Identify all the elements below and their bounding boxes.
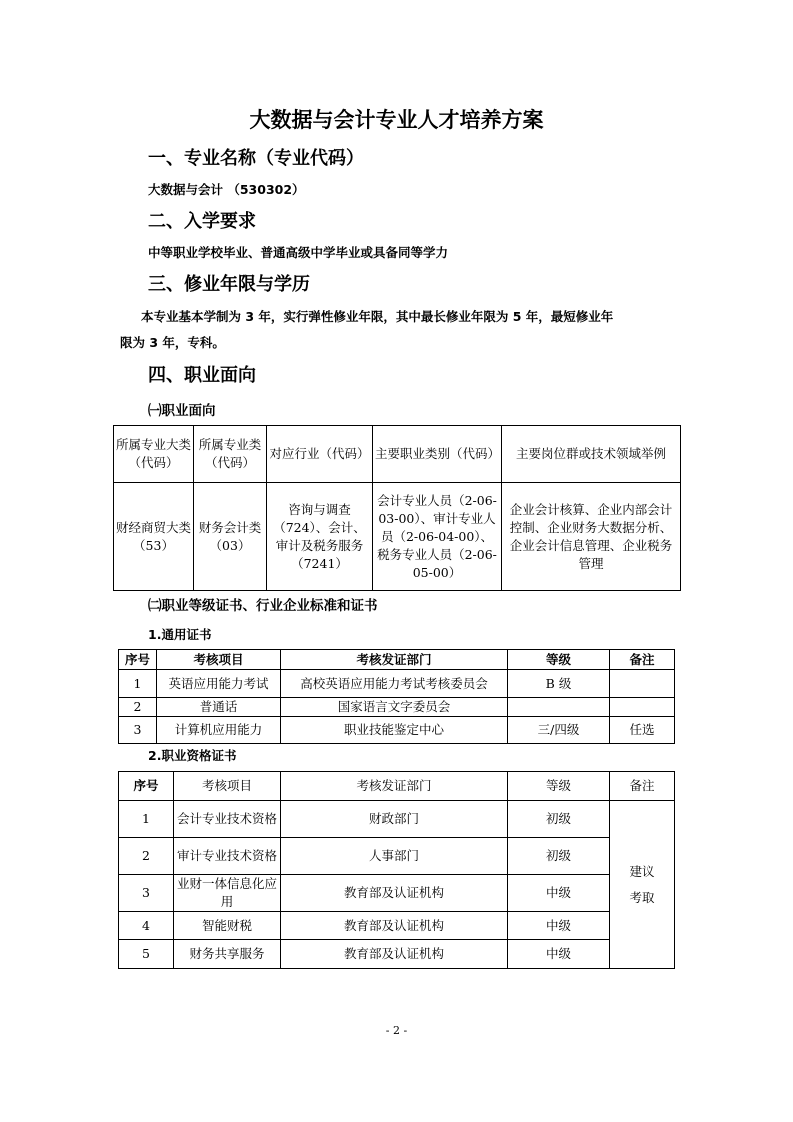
qc-header-dept: 考核发证部门 (281, 772, 508, 801)
qc-cell: 教育部及认证机构 (281, 940, 508, 969)
qc-cell: 教育部及认证机构 (281, 912, 508, 940)
qc-cell: 审计专业技术资格 (174, 838, 281, 875)
gc-cell: 2 (119, 698, 157, 717)
qc-cell: 2 (119, 838, 174, 875)
section-3-heading: 三、修业年限与学历 (148, 274, 310, 295)
career-cell-industry: 咨询与调查（724）、会计、审计及税务服务（7241） (267, 483, 373, 591)
qc-remark-cell (610, 801, 675, 969)
qc-remark-line-1: 建议 (629, 863, 655, 879)
table-row (119, 717, 675, 744)
table-row (119, 698, 675, 717)
qc-cell: 中级 (508, 875, 610, 912)
career-header-occupation: 主要职业类别（代码） (373, 426, 502, 483)
gc-cell: 英语应用能力考试 (157, 670, 281, 698)
gc-cell: 任选 (610, 717, 675, 744)
qualification-certificates-table (118, 771, 675, 969)
general-certificates-table (118, 649, 675, 744)
table-row (119, 670, 675, 698)
qc-cell: 财务共享服务 (174, 940, 281, 969)
qc-remark-line-2: 考取 (629, 889, 655, 905)
career-header-positions: 主要岗位群或技术领域举例 (502, 426, 681, 483)
career-header-class: 所属专业类（代码） (194, 426, 267, 483)
career-header-industry: 对应行业（代码） (267, 426, 373, 483)
table-row (119, 801, 675, 838)
gc-cell (610, 670, 675, 698)
qc-cell: 4 (119, 912, 174, 940)
gc-cell (610, 698, 675, 717)
career-header-category: 所属专业大类（代码） (114, 426, 194, 483)
qc-cell: 人事部门 (281, 838, 508, 875)
qc-header-item: 考核项目 (174, 772, 281, 801)
qc-cell: 会计专业技术资格 (174, 801, 281, 838)
qc-cell: 中级 (508, 940, 610, 969)
career-cell-occupation: 会计专业人员（2-06-03-00）、审计专业人员（2-06-04-00）、税务专业人员（2-06-05-00） (373, 483, 502, 591)
qualification-certificates-heading: 2.职业资格证书 (148, 748, 237, 763)
qc-cell: 财政部门 (281, 801, 508, 838)
gc-header-remark: 备注 (610, 650, 675, 670)
section-1-heading: 一、专业名称（专业代码） (148, 148, 364, 169)
gc-cell: 计算机应用能力 (157, 717, 281, 744)
section-1-content: 大数据与会计 （530302） (148, 182, 305, 197)
table-row (119, 875, 675, 912)
qc-cell: 智能财税 (174, 912, 281, 940)
gc-cell: 高校英语应用能力考试考核委员会 (281, 670, 508, 698)
section-2-content: 中等职业学校毕业、普通高级中学毕业或具备同等学力 (148, 245, 449, 260)
gc-cell: 3 (119, 717, 157, 744)
gc-cell: 1 (119, 670, 157, 698)
career-table (113, 425, 681, 591)
qc-header-remark: 备注 (610, 772, 675, 801)
gc-header-level: 等级 (508, 650, 610, 670)
qc-cell: 教育部及认证机构 (281, 875, 508, 912)
page-number: - 2 - (385, 1024, 408, 1037)
qc-cell: 初级 (508, 801, 610, 838)
section-3-line-1: 本专业基本学制为 3 年，实行弹性修业年限，其中最长修业年限为 5 年，最短修业年 (141, 309, 614, 324)
table-row (119, 838, 675, 875)
gc-cell: 三/四级 (508, 717, 610, 744)
section-4-heading: 四、职业面向 (148, 365, 256, 386)
qc-cell: 中级 (508, 912, 610, 940)
section-3-line-2: 限为 3 年，专科。 (120, 335, 225, 350)
gc-cell: 国家语言文字委员会 (281, 698, 508, 717)
gc-header-no: 序号 (119, 650, 157, 670)
career-cell-category: 财经商贸大类（53） (114, 483, 194, 591)
qc-cell: 3 (119, 875, 174, 912)
gc-header-dept: 考核发证部门 (281, 650, 508, 670)
qc-cell: 业财一体信息化应用 (174, 875, 281, 912)
subsection-career-heading: ㈠职业面向 (148, 403, 216, 419)
qc-cell: 1 (119, 801, 174, 838)
qc-cell: 5 (119, 940, 174, 969)
table-row (119, 940, 675, 969)
career-cell-class: 财务会计类（03） (194, 483, 267, 591)
gc-header-item: 考核项目 (157, 650, 281, 670)
qc-cell: 初级 (508, 838, 610, 875)
gc-cell (508, 698, 610, 717)
gc-cell: B 级 (508, 670, 610, 698)
general-certificates-heading: 1.通用证书 (148, 627, 212, 642)
table-row (119, 912, 675, 940)
section-2-heading: 二、入学要求 (148, 211, 256, 232)
qc-header-no: 序号 (119, 772, 174, 801)
subsection-certificates-heading: ㈡职业等级证书、行业企业标准和证书 (148, 598, 378, 614)
document-title: 大数据与会计专业人才培养方案 (249, 108, 544, 132)
career-cell-positions: 企业会计核算、企业内部会计控制、企业财务大数据分析、企业会计信息管理、企业税务管理 (502, 483, 681, 591)
gc-cell: 职业技能鉴定中心 (281, 717, 508, 744)
qc-header-level: 等级 (508, 772, 610, 801)
gc-cell: 普通话 (157, 698, 281, 717)
